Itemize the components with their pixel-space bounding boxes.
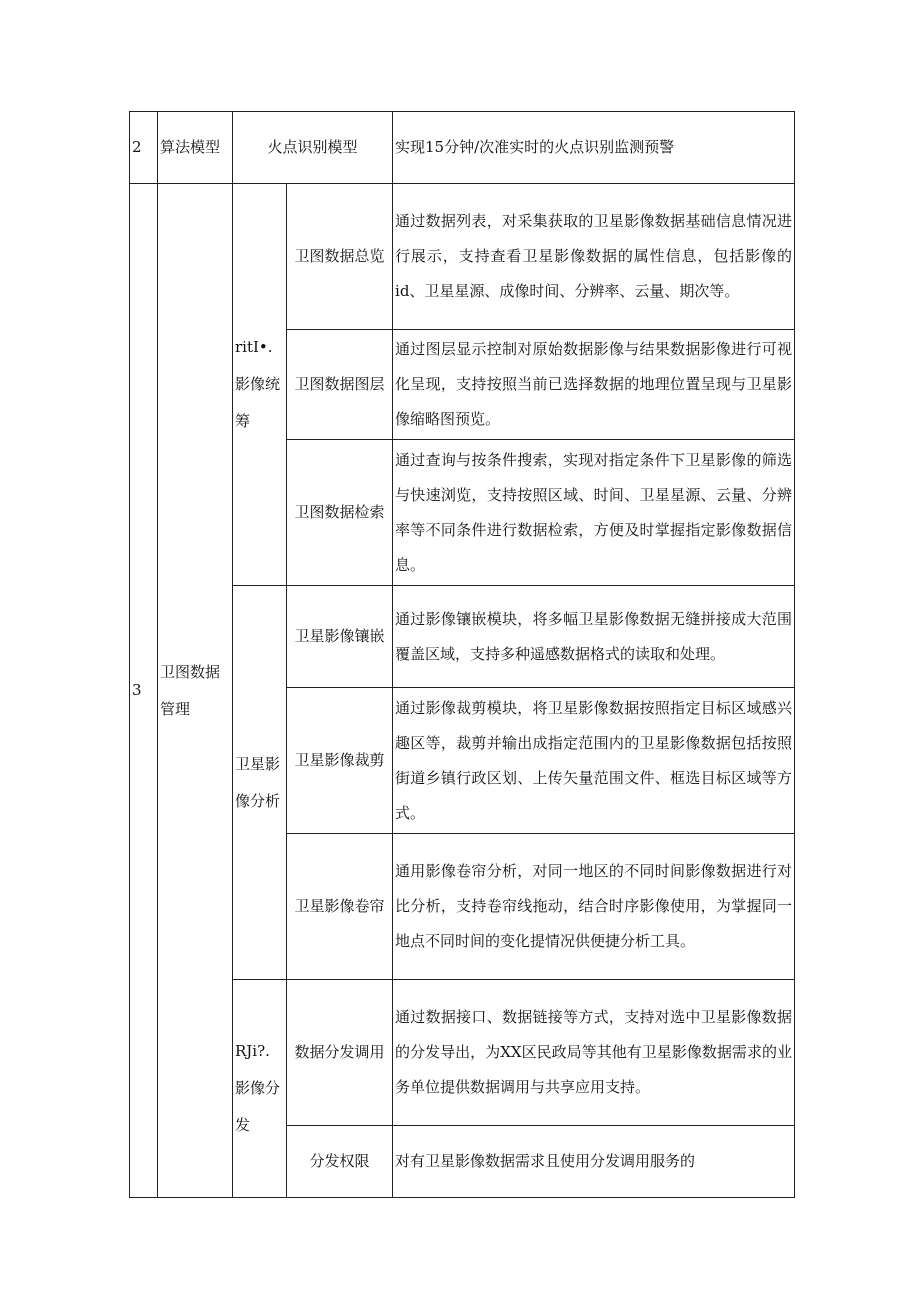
- table-row: [130, 112, 795, 184]
- requirements-table: [129, 111, 795, 1198]
- description-cell: 通过数据接口、数据链接等方式，支持对选中卫星影像数据的分发导出，为XX区民政局等其他有卫星影像数据需求的业务单位提供数据调用与共享应用支持。: [393, 980, 795, 1126]
- subcategory-cell: RJi?.影像分发: [233, 980, 287, 1198]
- feature-cell: 火点识别模型: [233, 112, 393, 184]
- description-cell: 通过数据列表，对采集获取的卫星影像数据基础信息情况进行展示，支持查看卫星影像数据的属性信息，包括影像的id、卫星星源、成像时间、分辨率、云量、期次等。: [393, 184, 795, 330]
- description-cell: 实现15分钟/次准实时的火点识别监测预警: [393, 112, 795, 184]
- row-number: 3: [130, 184, 158, 1198]
- description-cell: 通用影像卷帘分析，对同一地区的不同时间影像数据进行对比分析，支持卷帘线拖动，结合时序影像使用，为掌握同一地点不同时间的变化提情况供便捷分析工具。: [393, 834, 795, 980]
- feature-cell: 卫图数据图层: [287, 330, 393, 440]
- subcategory-cell: ritI•.影像统筹: [233, 184, 287, 586]
- table-row: [130, 184, 795, 330]
- row-number: 2: [130, 112, 158, 184]
- feature-cell: 卫星影像裁剪: [287, 688, 393, 834]
- description-cell: 对有卫星影像数据需求且使用分发调用服务的: [393, 1126, 795, 1198]
- feature-cell: 卫星影像卷帘: [287, 834, 393, 980]
- subcategory-cell: 卫星影像分析: [233, 586, 287, 980]
- category-cell: 卫图数据管理: [158, 184, 233, 1198]
- description-cell: 通过图层显示控制对原始数据影像与结果数据影像进行可视化呈现，支持按照当前已选择数据的地理位置呈现与卫星影像缩略图预览。: [393, 330, 795, 440]
- feature-cell: 数据分发调用: [287, 980, 393, 1126]
- feature-cell: 卫星影像镶嵌: [287, 586, 393, 688]
- feature-cell: 分发权限: [287, 1126, 393, 1198]
- description-cell: 通过查询与按条件搜索，实现对指定条件下卫星影像的筛选与快速浏览，支持按照区域、时间、卫星星源、云量、分辨率等不同条件进行数据检索，方便及时掌握指定影像数据信息。: [393, 440, 795, 586]
- feature-cell: 卫图数据检索: [287, 440, 393, 586]
- feature-cell: 卫图数据总览: [287, 184, 393, 330]
- description-cell: 通过影像裁剪模块，将卫星影像数据按照指定目标区域感兴趣区等，裁剪并输出成指定范围内的卫星影像数据包括按照街道乡镇行政区划、上传矢量范围文件、框选目标区域等方式。: [393, 688, 795, 834]
- category-cell: 算法模型: [158, 112, 233, 184]
- description-cell: 通过影像镶嵌模块，将多幅卫星影像数据无缝拼接成大范围覆盖区域，支持多种遥感数据格式的读取和处理。: [393, 586, 795, 688]
